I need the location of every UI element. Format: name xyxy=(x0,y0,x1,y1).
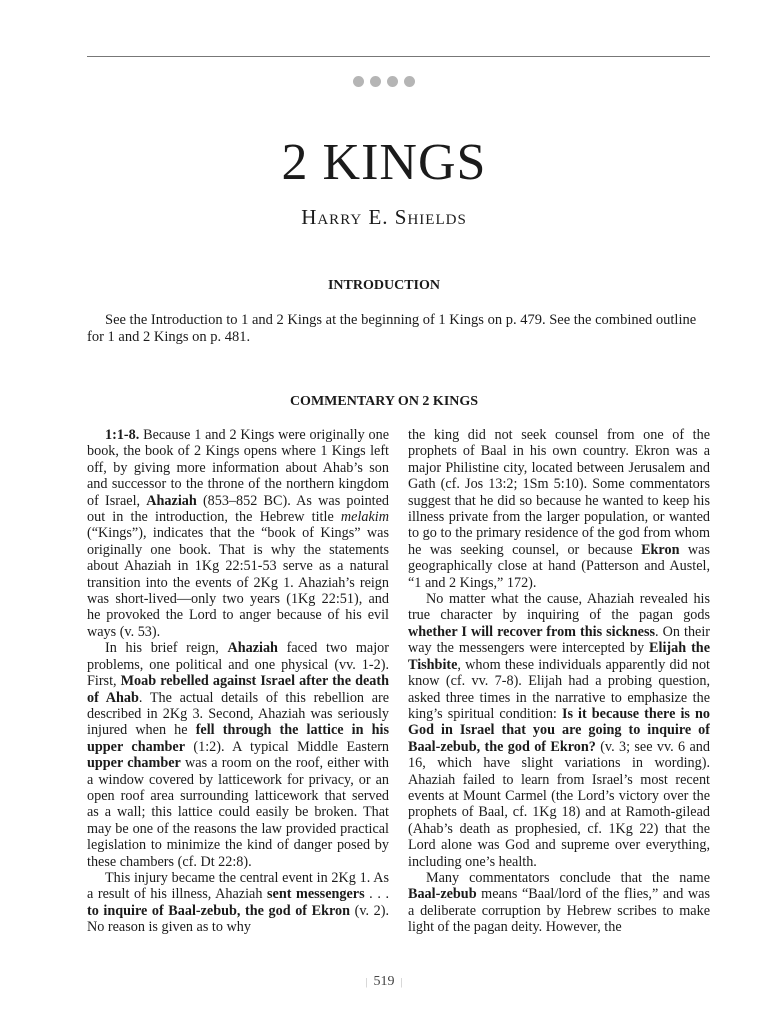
body-text: , whom these individuals apparently did not know (cf. vv. 7-8). Elijah had a probing question, asked three times in the narrative to emphasize the king’s spiritual condition: xyxy=(408,656,710,722)
verse-reference: 1:1-8. xyxy=(105,427,140,443)
commentary-left-column xyxy=(87,427,389,962)
divider: | xyxy=(365,976,368,988)
bold-term: whether I will recover from this sickness xyxy=(408,623,656,640)
italic-term: melakim xyxy=(340,509,389,526)
ornament-dot xyxy=(353,76,364,87)
body-text: No matter what the cause, Ahaziah revealed his true character by inquiring of the pagan gods xyxy=(408,591,710,624)
bold-term: sent messengers xyxy=(267,886,365,903)
bold-term: fell through the lattice in his upper chamber xyxy=(87,722,389,755)
paragraph xyxy=(87,427,389,640)
body-text: was geographically close at hand (Patterson and Austel, “1 and 2 Kings,” 172). xyxy=(408,541,710,591)
paragraph xyxy=(408,427,710,591)
body-text: In his brief reign, xyxy=(105,640,228,657)
ornament-dot xyxy=(387,76,398,87)
book-title: 2 KINGS xyxy=(281,134,487,191)
introduction-text: See the Introduction to 1 and 2 Kings at the beginning of 1 Kings on p. 479. See the combined outline for 1 and 2 Kings on p. 481. xyxy=(87,312,697,345)
top-rule xyxy=(87,56,710,57)
paragraph xyxy=(408,591,710,870)
commentary-right-column xyxy=(408,427,710,962)
bold-term: Elijah the Tishbite xyxy=(408,640,710,673)
body-text: (v. 3; see vv. 6 and 16, which have slight variations in wording). Ahaziah failed to learn from Israel’s most recent events at Mount Carmel (the Lord’s victory over the prophets of Baal, cf. 1Kg 18) and at Ramoth-gilead (Ahab’s death as prophesied, cf. 1Kg 22) that the Lord alone was God and supreme over everything, including one’s health. xyxy=(408,738,710,870)
body-text: . The actual details of this rebellion are described in 2Kg 3. Second, Ahaziah was seriously injured when he xyxy=(87,689,389,739)
bold-term: Ahaziah xyxy=(146,492,197,509)
body-text: faced two major problems, one political and one physical (vv. 1-2). First, xyxy=(87,640,389,690)
body-text: (v. 2). No reason is given as to why xyxy=(87,902,389,936)
body-text: the king did not seek counsel from one of the prophets of Baal in his own country. Ekron was a major Philistine city, located between Jerusalem and Gath (cf. Jos 13:2; 1Sm 5:10). Some commentators suggest that he did so because he wanted to keep his illness private from the larger population, or wanted to go to the primary residence of the god from whom he was seeking counsel, or because xyxy=(408,427,710,558)
commentary-heading: COMMENTARY ON 2 KINGS xyxy=(289,394,479,409)
ornament-dots xyxy=(0,76,768,87)
body-text: was a room on the roof, either with a window covered by latticework for privacy, or an open roof area surrounding latticework that served as a wall; this lattice could easily be broken. That may be one of the reasons the law provided practical legislation to minimize the kind of danger posed by these chambers (cf. Dt 22:8). xyxy=(87,755,389,870)
bold-term: Moab rebelled against Israel after the death of Ahab xyxy=(87,673,389,706)
bold-term: upper chamber xyxy=(87,755,181,772)
ornament-dot xyxy=(370,76,381,87)
bold-term: Ahaziah xyxy=(227,640,278,657)
body-text: (“Kings”), indicates that the “book of Kings” was originally one book. That is why the statements about Ahaziah in 1Kg 22:51-53 serve as a natural transition into the events of 2Kg 1. Ahaziah’s reign was short-lived—only two years (1Kg 22:51), and he provoked the Lord to anger because of his evil ways (v. 53). xyxy=(87,525,389,640)
paragraph xyxy=(87,640,389,870)
body-text: Many commentators conclude that the name xyxy=(426,869,710,886)
page-number: 519 xyxy=(373,974,395,989)
body-text: means “Baal/lord of the flies,” and was a deliberate corruption by Hebrew scribes to make light of the pagan deity. However, the xyxy=(408,886,710,936)
bold-term: Baal-zebub xyxy=(408,886,477,903)
bold-term: Is it because there is no God in Israel that you are going to inquire of Baal-zebub, the god of Ekron? xyxy=(408,705,710,755)
ornament-dot xyxy=(404,76,415,87)
author-name: Harry E. Shields xyxy=(301,205,467,229)
page-number-footer xyxy=(0,974,768,990)
divider: | xyxy=(400,976,403,988)
body-text: (1:2). A typical Middle Eastern xyxy=(185,738,389,755)
paragraph xyxy=(87,870,389,936)
body-text: . . . xyxy=(364,886,389,903)
introduction-heading: INTRODUCTION xyxy=(327,278,440,293)
body-text: . On their way the messengers were intercepted by xyxy=(408,623,710,657)
body-text: This injury became the central event in 2Kg 1. As a result of his illness, Ahaziah xyxy=(87,869,389,903)
body-text: (853–852 BC). As was pointed out in the introduction, the Hebrew title xyxy=(87,492,389,526)
bold-term: to inquire of Baal-zebub, the god of Ekron xyxy=(87,902,350,919)
body-text: Because 1 and 2 Kings were originally one book, the book of 2 Kings opens where 1 Kings left off, by giving more information about Ahab’s son and successor to the throne of the northern kingdom of Israel, xyxy=(87,427,389,509)
paragraph xyxy=(408,870,710,936)
bold-term: Ekron xyxy=(641,541,680,558)
